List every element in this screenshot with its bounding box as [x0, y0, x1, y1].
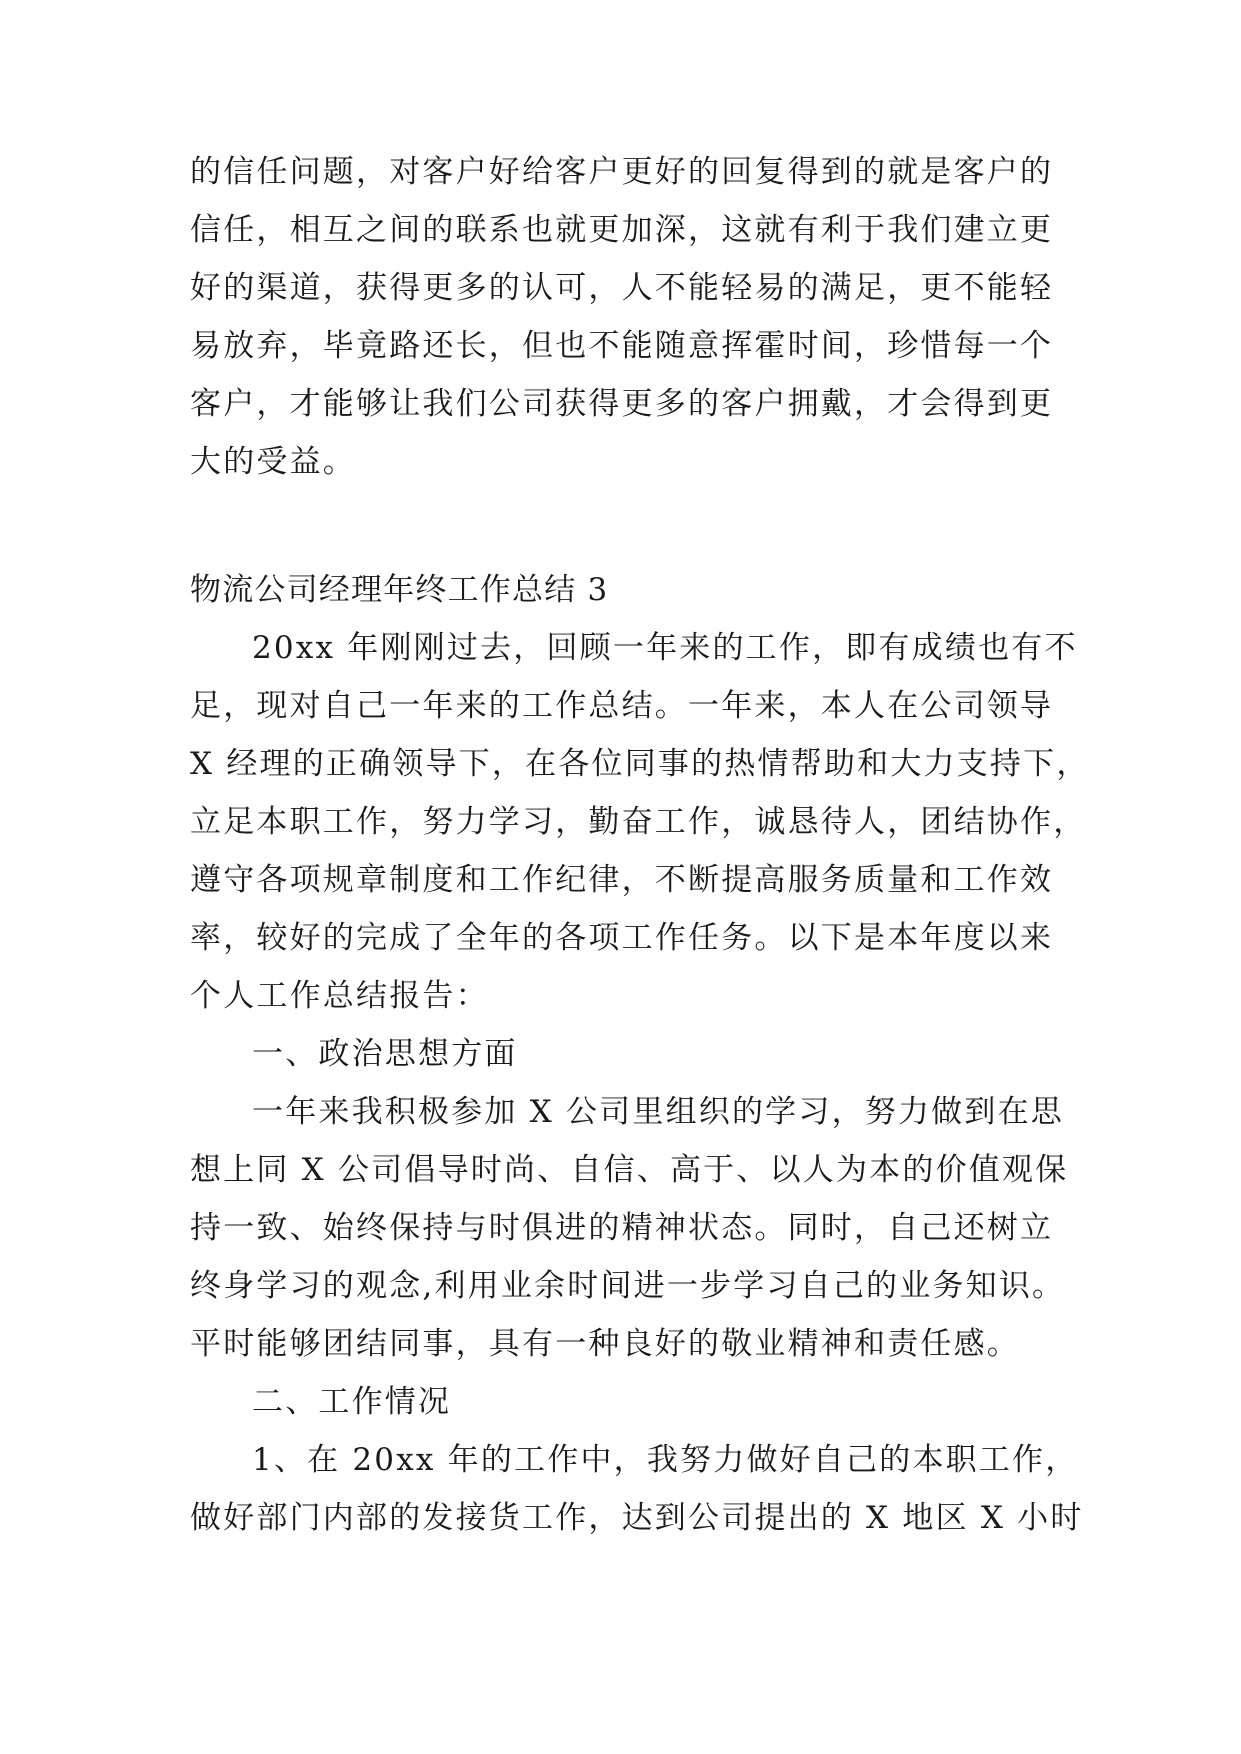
paragraph-line: 个人工作总结报告：	[190, 978, 489, 1014]
paragraph-line: 立足本职工作，努力学习，勤奋工作，诚恳待人，团结协作，	[190, 804, 1087, 840]
paragraph-line: 遵守各项规章制度和工作纪律，不断提高服务质量和工作效	[190, 862, 1054, 898]
paragraph-line: 率，较好的完成了全年的各项工作任务。以下是本年度以来	[190, 920, 1054, 956]
paragraph-line: 做好部门内部的发接货工作，达到公司提出的 X 地区 X 小时	[190, 1500, 1084, 1536]
paragraph-line: X 经理的正确领导下，在各位同事的热情帮助和大力支持下，	[190, 746, 1090, 782]
paragraph-line: 客户，才能够让我们公司获得更多的客户拥戴，才会得到更	[190, 386, 1054, 422]
paragraph-line: 20xx 年刚刚过去，回顾一年来的工作，即有成绩也有不	[252, 630, 1078, 666]
paragraph-line: 易放弃，毕竟路还长，但也不能随意挥霍时间，珍惜每一个	[190, 328, 1054, 364]
paragraph-line: 终身学习的观念,利用业余时间进一步学习自己的业务知识。	[190, 1268, 1066, 1304]
paragraph-line: 的信任问题，对客户好给客户更好的回复得到的就是客户的	[190, 154, 1054, 190]
paragraph-line: 好的渠道，获得更多的认可，人不能轻易的满足，更不能轻	[190, 270, 1054, 306]
section-heading: 物流公司经理年终工作总结 3	[190, 572, 609, 608]
section-title-work: 二、工作情况	[252, 1384, 452, 1420]
paragraph-line: 大的受益。	[190, 444, 356, 480]
paragraph-line: 1、在 20xx 年的工作中，我努力做好自己的本职工作，	[252, 1442, 1079, 1478]
section-title-politics: 一、政治思想方面	[252, 1036, 518, 1072]
paragraph-line: 平时能够团结同事，具有一种良好的敬业精神和责任感。	[190, 1326, 1020, 1362]
paragraph-line: 足，现对自己一年来的工作总结。一年来，本人在公司领导	[190, 688, 1054, 724]
paragraph-line: 信任，相互之间的联系也就更加深，这就有利于我们建立更	[190, 212, 1054, 248]
paragraph-line: 持一致、始终保持与时俱进的精神状态。同时，自己还树立	[190, 1210, 1054, 1246]
paragraph-line: 想上同 X 公司倡导时尚、自信、高于、以人为本的价值观保	[190, 1152, 1069, 1188]
paragraph-line: 一年来我积极参加 X 公司里组织的学习，努力做到在思	[252, 1094, 1064, 1130]
